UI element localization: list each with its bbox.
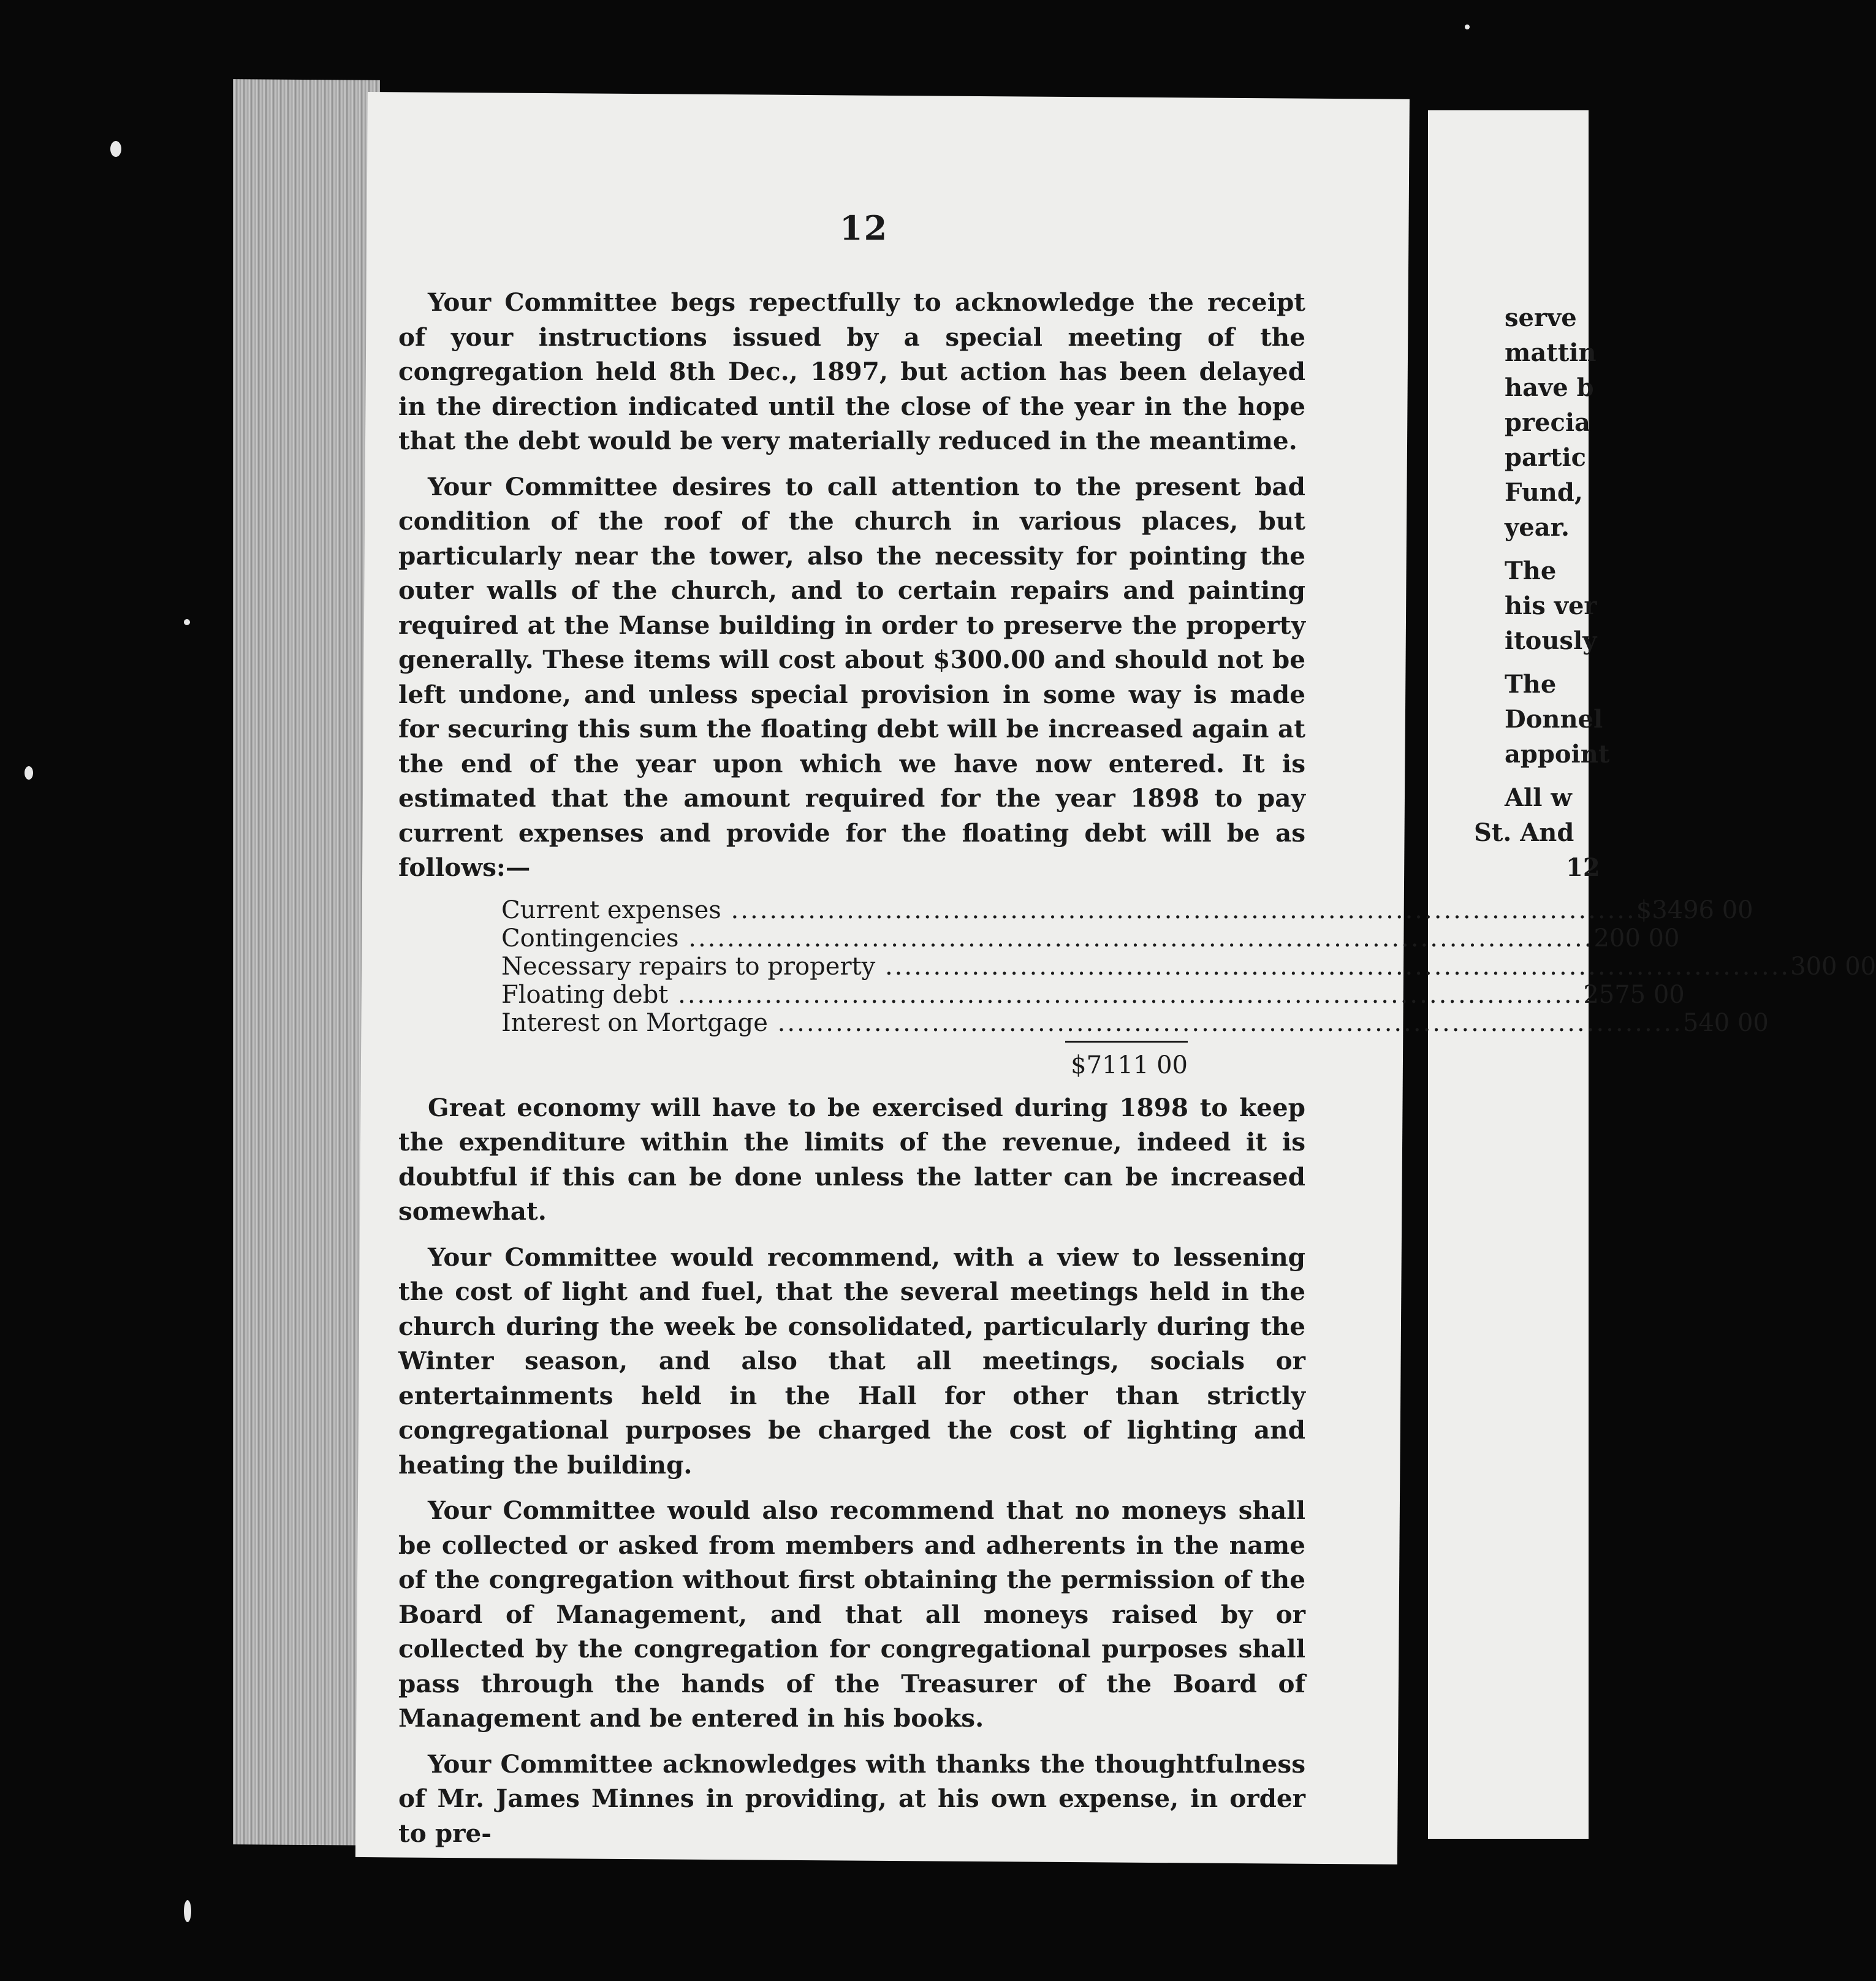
- expense-amount: 200 00: [1593, 924, 1680, 952]
- table-row: [501, 980, 1685, 1009]
- right-page-line: 12: [1566, 853, 1600, 882]
- paragraph-light-fuel: Your Committee would recommend, with a view to lessening the cost of light and fuel, that the several meetings held in the church during the week be consolidated, particularly during the Winter season, and also that all meetings, socials or entertainments held in the Hall for other than strictly congregational purposes be charged the cost of lighting and heating the building.: [398, 1242, 1305, 1480]
- scan-speck: [25, 766, 33, 780]
- right-page-line: precia: [1505, 408, 1590, 437]
- table-row: [501, 924, 1680, 952]
- right-page-line: appoint: [1505, 740, 1610, 769]
- scan-speck: [184, 1900, 191, 1922]
- expense-amount: 540 00: [1682, 1008, 1769, 1037]
- right-page-line: itously: [1505, 626, 1597, 655]
- scan-speck: [184, 619, 190, 625]
- right-page-line: All w: [1505, 783, 1572, 812]
- scan-speck: [1465, 25, 1470, 29]
- expense-total: $7111 00: [1071, 1051, 1188, 1079]
- expense-label: Interest on Mortgage .....: [501, 1009, 1683, 1037]
- table-row: [501, 895, 1753, 924]
- paragraph-repairs: Your Committee desires to call attention to the present bad condition of the roof of the church in various places, but particularly near the tower, also the necessity for pointing the outer walls of the church, and to certain repairs and painting required at the Manse building in order to preserve the property generally. These items will cost about $300.00 and should not be left undone, and unless special provision in some way is made for securing this sum the floating debt will be increased again at the end of the year upon which we have now entered. It is estimated that the amount required for the year 1898 to pay current expenses and provide for the floating debt will be as follows:—: [398, 471, 1305, 882]
- expense-label: Current expenses .....: [501, 896, 1636, 924]
- paragraph-acknowledgement: Your Committee begs repectfully to acknowledge the receipt of your instructions issued by a special meeting of the congregation held 8th Dec., 1897, but action has been delayed in the direction indicated until the close of the year in the hope that the debt would be very materially reduced in the meantime.: [398, 287, 1305, 455]
- expense-label: Necessary repairs to property .....: [501, 952, 1790, 981]
- expense-amount: $3496 00: [1636, 895, 1753, 924]
- right-page-text: [1474, 300, 1639, 885]
- expense-amount: 2575 00: [1583, 980, 1685, 1009]
- page-number: 12: [840, 208, 889, 248]
- right-page-line: The: [1505, 670, 1557, 699]
- expense-label: Contingencies .....: [501, 924, 1593, 952]
- right-page-line: partic: [1505, 443, 1586, 472]
- right-page-line: year.: [1505, 513, 1570, 542]
- table-row: [501, 952, 1876, 981]
- paragraph-thanks: Your Committee acknowledges with thanks the thoughtfulness of Mr. James Minnes in providing, at his own expense, in order to pre-: [398, 1749, 1305, 1848]
- expenses-table: [501, 895, 1876, 1079]
- right-page-line: Donnel: [1505, 705, 1603, 734]
- expense-amount: 300 00: [1790, 952, 1876, 981]
- right-page-line: mattin: [1505, 338, 1597, 367]
- right-page-line: Fund,: [1505, 478, 1583, 507]
- scan-speck: [110, 141, 121, 157]
- right-page-line: have b: [1505, 373, 1594, 402]
- right-page-line: serve: [1505, 303, 1577, 332]
- paragraph-moneys: Your Committee would also recommend that no moneys shall be collected or asked from members and adherents in the name of the congregation without first obtaining the permission of the Board of Management, and that all moneys raised by or collected by the congregation for congregational purposes shall pass through the hands of the Treasurer of the Board of Management and be entered in his books.: [398, 1496, 1305, 1733]
- right-page-line: St. And: [1474, 818, 1574, 847]
- right-page-line: his ver: [1505, 591, 1597, 620]
- table-row: [501, 1008, 1769, 1037]
- right-page-line: The: [1505, 557, 1557, 585]
- total-rule: [1065, 1041, 1188, 1043]
- paragraph-economy: Great economy will have to be exercised during 1898 to keep the expenditure within the limits of the revenue, indeed it is doubtful if this can be done unless the latter can be increased somewhat.: [398, 1092, 1305, 1226]
- expense-label: Floating debt .....: [501, 981, 1583, 1009]
